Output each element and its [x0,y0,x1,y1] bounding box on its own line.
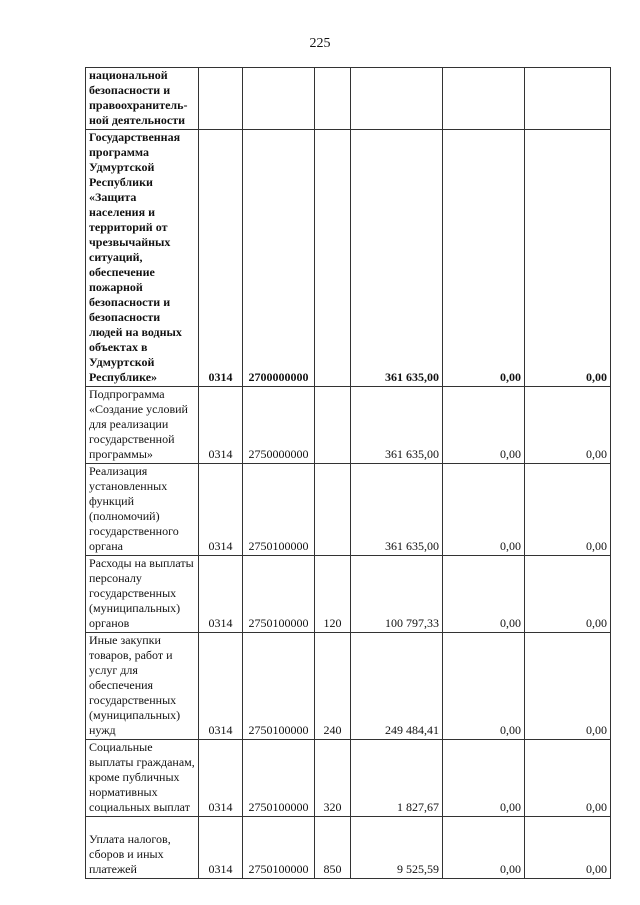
sum-year-2: 0,00 [443,740,525,817]
sum-year-2: 0,00 [443,387,525,464]
row-name: Расходы на выплаты персоналу государственных (муниципальных) органов [86,556,199,633]
sum-year-3: 0,00 [525,633,611,740]
table-row [86,68,611,130]
sum-year-1: 361 635,00 [351,387,443,464]
section-code [199,68,243,130]
section-code: 0314 [199,556,243,633]
sum-year-3: 0,00 [525,740,611,817]
page-number: 225 [309,36,331,51]
expense-type-code [315,68,351,130]
section-code: 0314 [199,740,243,817]
section-code: 0314 [199,633,243,740]
table-row [86,387,611,464]
target-article-code: 2750000000 [243,387,315,464]
sum-year-1: 249 484,41 [351,633,443,740]
expense-type-code: 850 [315,817,351,879]
sum-year-2: 0,00 [443,464,525,556]
table-row [86,633,611,740]
sum-year-1: 361 635,00 [351,464,443,556]
row-name: Уплата налогов, сборов и иных платежей [86,817,199,879]
expense-type-code: 240 [315,633,351,740]
sum-year-1: 361 635,00 [351,130,443,387]
sum-year-2: 0,00 [443,556,525,633]
sum-year-3: 0,00 [525,817,611,879]
sum-year-3: 0,00 [525,556,611,633]
table-row [86,817,611,879]
sum-year-3: 0,00 [525,387,611,464]
sum-year-3 [525,68,611,130]
row-name: Подпрограмма «Создание условий для реализации государственной программы» [86,387,199,464]
sum-year-3: 0,00 [525,464,611,556]
section-code: 0314 [199,817,243,879]
sum-year-1: 9 525,59 [351,817,443,879]
target-article-code: 2750100000 [243,817,315,879]
expense-type-code [315,464,351,556]
row-name: Иные закупки товаров, работ и услуг для обеспечения государственных (муниципальных) нужд [86,633,199,740]
target-article-code: 2750100000 [243,633,315,740]
table-row [86,464,611,556]
table-row [86,130,611,387]
expense-type-code [315,387,351,464]
sum-year-2: 0,00 [443,130,525,387]
sum-year-2 [443,68,525,130]
section-code: 0314 [199,387,243,464]
sum-year-3: 0,00 [525,130,611,387]
sum-year-1: 100 797,33 [351,556,443,633]
expense-type-code: 120 [315,556,351,633]
target-article-code: 2700000000 [243,130,315,387]
sum-year-2: 0,00 [443,817,525,879]
table-row [86,740,611,817]
budget-table [85,67,611,879]
target-article-code: 2750100000 [243,740,315,817]
section-code: 0314 [199,130,243,387]
row-name: национальной безопасности и правоохранитель-ной деятельности [86,68,199,130]
expense-type-code [315,130,351,387]
row-name: Государственная программа Удмуртской Республики «Защита населения и территорий от чрезвычайных ситуаций, обеспечение пожарной безопасности и безопасности людей на водных объектах в Удмуртской Республике» [86,130,199,387]
row-name: Реализация установленных функций (полномочий) государственного органа [86,464,199,556]
sum-year-1 [351,68,443,130]
section-code: 0314 [199,464,243,556]
target-article-code: 2750100000 [243,556,315,633]
expense-type-code: 320 [315,740,351,817]
target-article-code: 2750100000 [243,464,315,556]
sum-year-1: 1 827,67 [351,740,443,817]
row-name: Социальные выплаты гражданам, кроме публичных нормативных социальных выплат [86,740,199,817]
table-row [86,556,611,633]
sum-year-2: 0,00 [443,633,525,740]
target-article-code [243,68,315,130]
